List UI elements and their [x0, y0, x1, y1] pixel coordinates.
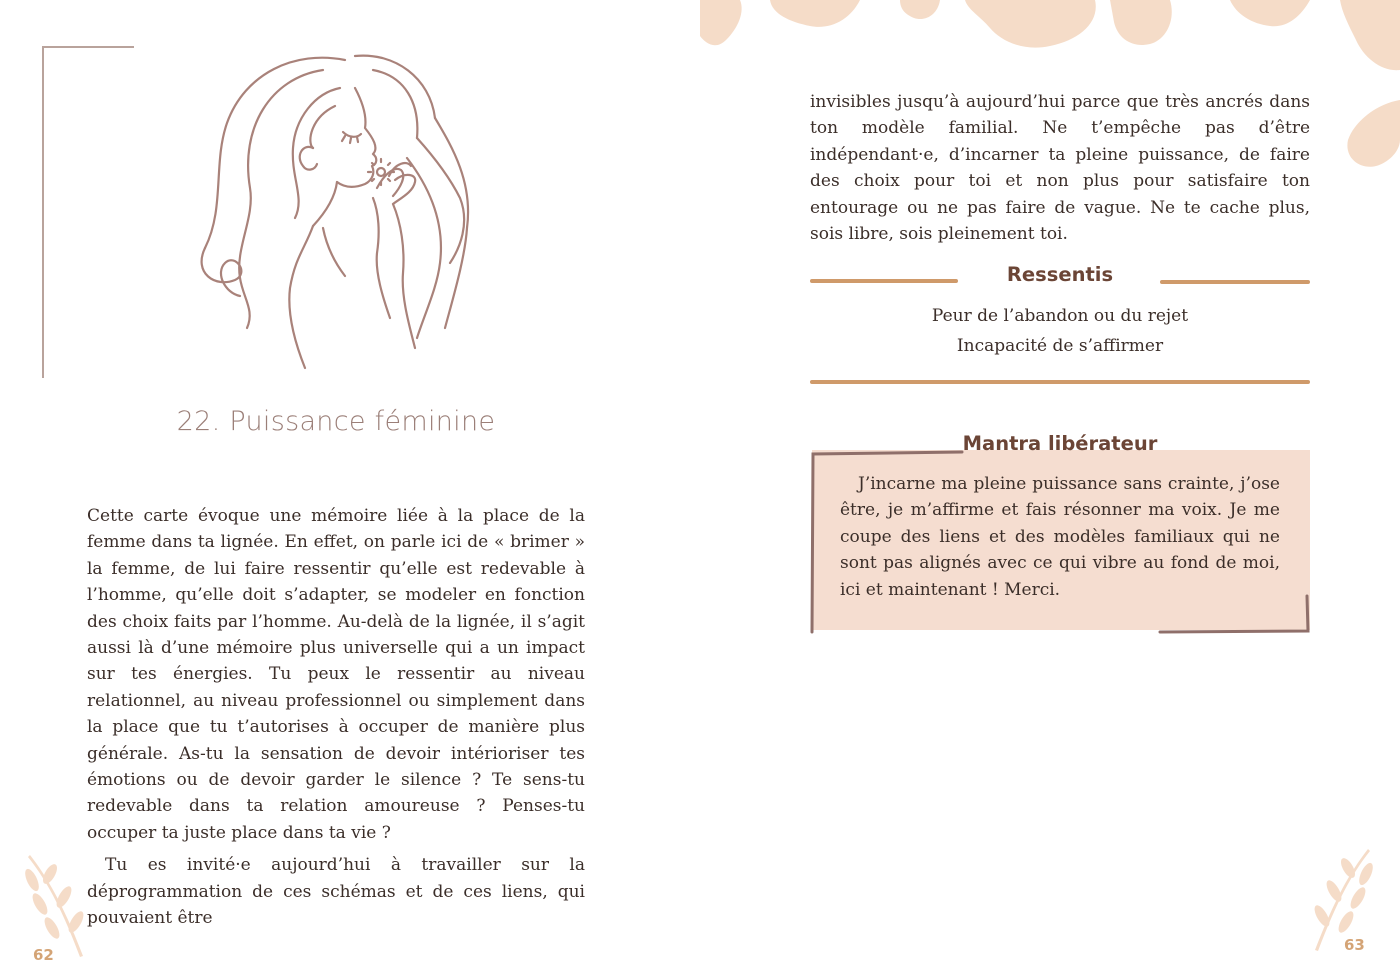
ressentis-item: Incapacité de s’affirmer: [956, 335, 1164, 356]
decorative-stroke: [810, 380, 1310, 384]
ressentis-list: [810, 302, 1310, 361]
paragraph: Cette carte évoque une mémoire liée à la place de la femme dans ta lignée. En effet, on parle ici de « brimer » la femme, de lui faire ressentir qu’elle est redevable à l’homme, qu’elle doit s’adapter, se modeler en fonction des choix faits par l’homme. Au-delà de la lignée, il s’agit aussi là d’une mémoire plus universelle qui a un impact sur tes énergies. Tu peux le ressentir au niveau relationnel, au niveau professionnel ou simplement dans la place que tu t’autorises à occuper de manière plus générale. As-tu la sensation de devoir intérioriser tes émotions ou de devoir garder le silence ? Te sens-tu redevable dans ta relation amoureuse ? Penses-tu occuper ta juste place dans ta vie ?: [87, 506, 585, 843]
decorative-stroke: [1160, 280, 1310, 284]
page-number: 62: [33, 946, 54, 964]
mantra-text: J’incarne ma pleine puissance sans crainte, j’ose être, je m’affirme et fais résonner ma voix. Je me coupe des liens et des modèles familiaux qui ne sont pas alignés avec ce qui vibre au fond de moi, ici et maintenant ! Merci.: [840, 474, 1280, 600]
paragraph: Tu es invité·e aujourd’hui à travailler sur la déprogrammation de ces schémas et de ces liens, qui pouvaient être: [87, 855, 585, 929]
page-number: 63: [1344, 936, 1365, 954]
body-text: [87, 503, 585, 932]
mantra-heading: Mantra libérateur: [962, 432, 1158, 455]
ressentis-item: Peur de l’abandon ou du rejet: [931, 306, 1189, 326]
chapter-title: 22. Puissance féminine: [176, 406, 496, 437]
right-page: [700, 0, 1400, 980]
corner-frame: [42, 46, 134, 378]
woman-profile-line-art-icon: [195, 48, 485, 383]
continued-text: invisibles jusqu’à aujourd’hui parce que très ancrés dans ton modèle familial. Ne t’empêche pas d’être indépendant·e, d’incarner ta pleine puissance, de faire des choix pour toi et non plus pour satisfaire ton entourage ou ne pas faire de vague. Ne te cache plus, sois libre, sois pleinement toi.: [810, 92, 1310, 245]
ressentis-heading: Ressentis: [1006, 263, 1114, 286]
